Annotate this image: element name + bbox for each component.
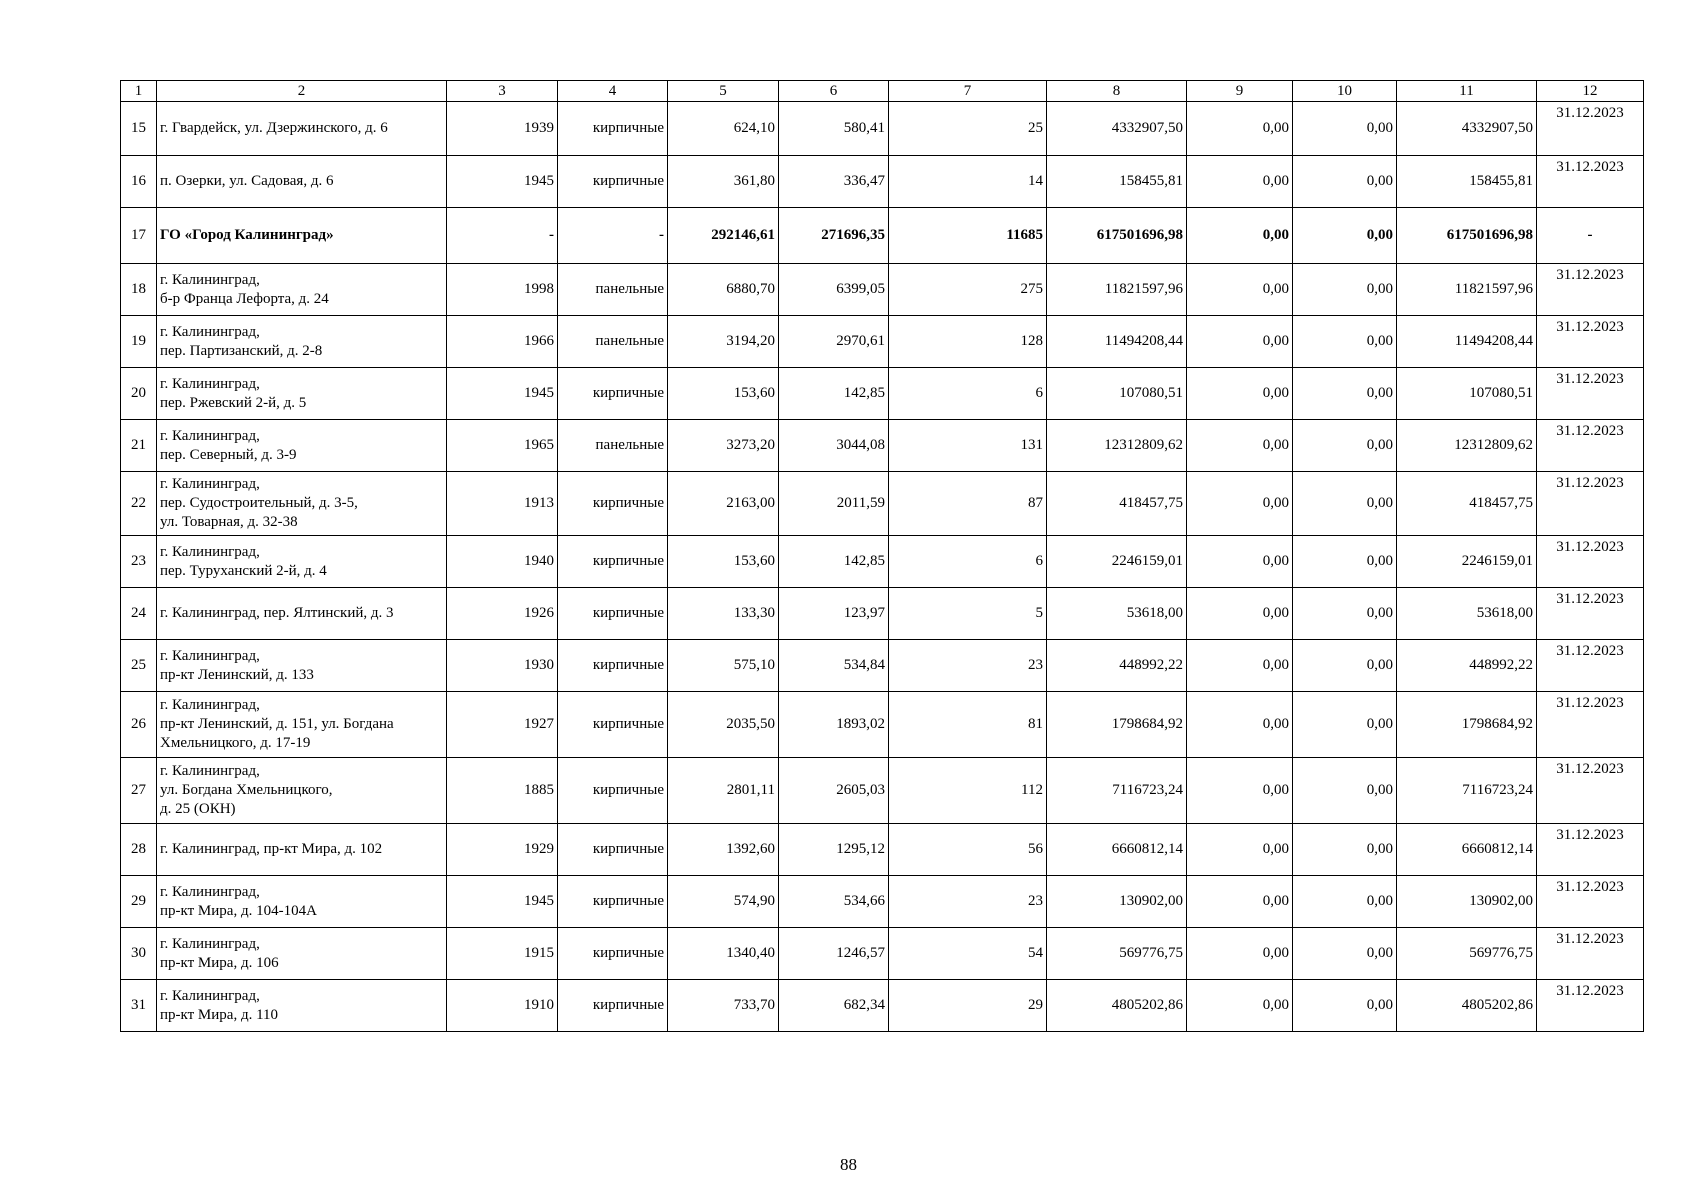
housing-register-table	[120, 80, 1644, 1032]
header-cell: 8	[1047, 81, 1187, 102]
row-number: 25	[121, 640, 157, 692]
value-cell-10: 0,00	[1293, 758, 1397, 824]
value-cell-9: 0,00	[1187, 980, 1293, 1032]
date-cell: 31.12.2023	[1537, 980, 1644, 1032]
address-cell: г. Калининград, пер. Партизанский, д. 2-8	[157, 316, 447, 368]
year-cell: -	[447, 208, 558, 264]
value-cell-11: 12312809,62	[1397, 420, 1537, 472]
value-cell-8: 1798684,92	[1047, 692, 1187, 758]
value-cell-6: 142,85	[779, 368, 889, 420]
header-cell: 2	[157, 81, 447, 102]
value-cell-9: 0,00	[1187, 472, 1293, 536]
value-cell-6: 123,97	[779, 588, 889, 640]
table-row	[121, 876, 1644, 928]
value-cell-9: 0,00	[1187, 640, 1293, 692]
value-cell-7: 25	[889, 102, 1047, 156]
row-number: 31	[121, 980, 157, 1032]
value-cell-9: 0,00	[1187, 316, 1293, 368]
row-number: 28	[121, 824, 157, 876]
year-cell: 1998	[447, 264, 558, 316]
address-cell: г. Гвардейск, ул. Дзержинского, д. 6	[157, 102, 447, 156]
row-number: 21	[121, 420, 157, 472]
value-cell-11: 11494208,44	[1397, 316, 1537, 368]
year-cell: 1940	[447, 536, 558, 588]
date-cell: 31.12.2023	[1537, 588, 1644, 640]
value-cell-9: 0,00	[1187, 928, 1293, 980]
date-cell: 31.12.2023	[1537, 692, 1644, 758]
value-cell-8: 158455,81	[1047, 156, 1187, 208]
row-number: 19	[121, 316, 157, 368]
header-cell: 3	[447, 81, 558, 102]
value-cell-7: 87	[889, 472, 1047, 536]
date-cell: 31.12.2023	[1537, 536, 1644, 588]
wall-material-cell: кирпичные	[558, 102, 668, 156]
value-cell-10: 0,00	[1293, 588, 1397, 640]
date-cell: 31.12.2023	[1537, 640, 1644, 692]
table-row	[121, 316, 1644, 368]
value-cell-7: 6	[889, 536, 1047, 588]
value-cell-10: 0,00	[1293, 824, 1397, 876]
table-row	[121, 640, 1644, 692]
value-cell-8: 418457,75	[1047, 472, 1187, 536]
value-cell-7: 14	[889, 156, 1047, 208]
table-row	[121, 420, 1644, 472]
date-cell: 31.12.2023	[1537, 156, 1644, 208]
header-cell: 7	[889, 81, 1047, 102]
value-cell-10: 0,00	[1293, 876, 1397, 928]
date-cell: 31.12.2023	[1537, 420, 1644, 472]
value-cell-6: 1295,12	[779, 824, 889, 876]
year-cell: 1966	[447, 316, 558, 368]
value-cell-7: 5	[889, 588, 1047, 640]
value-cell-9: 0,00	[1187, 876, 1293, 928]
value-cell-7: 81	[889, 692, 1047, 758]
value-cell-8: 7116723,24	[1047, 758, 1187, 824]
year-cell: 1885	[447, 758, 558, 824]
year-cell: 1930	[447, 640, 558, 692]
value-cell-9: 0,00	[1187, 368, 1293, 420]
value-cell-8: 6660812,14	[1047, 824, 1187, 876]
value-cell-5: 624,10	[668, 102, 779, 156]
page-number: 88	[840, 1155, 857, 1174]
value-cell-8: 11494208,44	[1047, 316, 1187, 368]
address-cell: г. Калининград, пер. Судостроительный, д. 3-5, ул. Товарная, д. 32-38	[157, 472, 447, 536]
address-cell: г. Калининград, пер. Ялтинский, д. 3	[157, 588, 447, 640]
value-cell-8: 448992,22	[1047, 640, 1187, 692]
date-cell: 31.12.2023	[1537, 758, 1644, 824]
row-number: 16	[121, 156, 157, 208]
value-cell-7: 275	[889, 264, 1047, 316]
address-cell: г. Калининград, пр-кт Ленинский, д. 133	[157, 640, 447, 692]
row-number: 24	[121, 588, 157, 640]
date-cell: 31.12.2023	[1537, 102, 1644, 156]
value-cell-5: 6880,70	[668, 264, 779, 316]
header-cell: 5	[668, 81, 779, 102]
wall-material-cell: кирпичные	[558, 758, 668, 824]
table-row	[121, 758, 1644, 824]
value-cell-6: 142,85	[779, 536, 889, 588]
address-cell: г. Калининград, пер. Ржевский 2-й, д. 5	[157, 368, 447, 420]
value-cell-10: 0,00	[1293, 264, 1397, 316]
table-row	[121, 928, 1644, 980]
row-number: 20	[121, 368, 157, 420]
table-row-total	[121, 208, 1644, 264]
value-cell-6: 2605,03	[779, 758, 889, 824]
header-cell: 12	[1537, 81, 1644, 102]
value-cell-8: 4805202,86	[1047, 980, 1187, 1032]
row-number: 17	[121, 208, 157, 264]
value-cell-7: 56	[889, 824, 1047, 876]
value-cell-8: 53618,00	[1047, 588, 1187, 640]
address-cell: г. Калининград, пр-кт Мира, д. 104-104А	[157, 876, 447, 928]
value-cell-8: 12312809,62	[1047, 420, 1187, 472]
value-cell-6: 3044,08	[779, 420, 889, 472]
wall-material-cell: кирпичные	[558, 640, 668, 692]
table-row	[121, 824, 1644, 876]
year-cell: 1927	[447, 692, 558, 758]
wall-material-cell: панельные	[558, 316, 668, 368]
year-cell: 1945	[447, 156, 558, 208]
value-cell-7: 6	[889, 368, 1047, 420]
address-cell: ГО «Город Калининград»	[157, 208, 447, 264]
table-row	[121, 156, 1644, 208]
value-cell-7: 11685	[889, 208, 1047, 264]
value-cell-9: 0,00	[1187, 758, 1293, 824]
value-cell-6: 2011,59	[779, 472, 889, 536]
date-cell: 31.12.2023	[1537, 472, 1644, 536]
value-cell-8: 107080,51	[1047, 368, 1187, 420]
date-cell: 31.12.2023	[1537, 876, 1644, 928]
address-cell: г. Калининград, пер. Северный, д. 3-9	[157, 420, 447, 472]
row-number: 18	[121, 264, 157, 316]
header-cell: 4	[558, 81, 668, 102]
wall-material-cell: панельные	[558, 420, 668, 472]
value-cell-6: 534,84	[779, 640, 889, 692]
value-cell-7: 23	[889, 640, 1047, 692]
value-cell-9: 0,00	[1187, 420, 1293, 472]
value-cell-5: 574,90	[668, 876, 779, 928]
value-cell-9: 0,00	[1187, 824, 1293, 876]
value-cell-6: 336,47	[779, 156, 889, 208]
value-cell-8: 4332907,50	[1047, 102, 1187, 156]
value-cell-10: 0,00	[1293, 368, 1397, 420]
address-cell: г. Калининград, ул. Богдана Хмельницкого, д. 25 (ОКН)	[157, 758, 447, 824]
value-cell-9: 0,00	[1187, 156, 1293, 208]
value-cell-7: 23	[889, 876, 1047, 928]
address-cell: г. Калининград, пр-кт Мира, д. 106	[157, 928, 447, 980]
value-cell-7: 29	[889, 980, 1047, 1032]
table-row	[121, 588, 1644, 640]
value-cell-7: 112	[889, 758, 1047, 824]
row-number: 27	[121, 758, 157, 824]
year-cell: 1945	[447, 368, 558, 420]
value-cell-10: 0,00	[1293, 928, 1397, 980]
year-cell: 1913	[447, 472, 558, 536]
value-cell-5: 3273,20	[668, 420, 779, 472]
value-cell-11: 4332907,50	[1397, 102, 1537, 156]
value-cell-5: 361,80	[668, 156, 779, 208]
value-cell-7: 128	[889, 316, 1047, 368]
row-number: 30	[121, 928, 157, 980]
table-row	[121, 102, 1644, 156]
wall-material-cell: кирпичные	[558, 876, 668, 928]
value-cell-7: 131	[889, 420, 1047, 472]
value-cell-10: 0,00	[1293, 420, 1397, 472]
wall-material-cell: кирпичные	[558, 472, 668, 536]
header-cell: 10	[1293, 81, 1397, 102]
address-cell: г. Калининград, пр-кт Ленинский, д. 151, ул. Богдана Хмельницкого, д. 17-19	[157, 692, 447, 758]
value-cell-6: 6399,05	[779, 264, 889, 316]
value-cell-9: 0,00	[1187, 264, 1293, 316]
value-cell-10: 0,00	[1293, 472, 1397, 536]
value-cell-8: 2246159,01	[1047, 536, 1187, 588]
date-cell: 31.12.2023	[1537, 316, 1644, 368]
value-cell-11: 107080,51	[1397, 368, 1537, 420]
table-row	[121, 536, 1644, 588]
value-cell-9: 0,00	[1187, 208, 1293, 264]
value-cell-11: 617501696,98	[1397, 208, 1537, 264]
value-cell-10: 0,00	[1293, 692, 1397, 758]
value-cell-11: 4805202,86	[1397, 980, 1537, 1032]
wall-material-cell: кирпичные	[558, 588, 668, 640]
year-cell: 1926	[447, 588, 558, 640]
table-row	[121, 980, 1644, 1032]
value-cell-5: 1340,40	[668, 928, 779, 980]
value-cell-6: 1246,57	[779, 928, 889, 980]
value-cell-7: 54	[889, 928, 1047, 980]
table-row	[121, 264, 1644, 316]
value-cell-8: 11821597,96	[1047, 264, 1187, 316]
wall-material-cell: панельные	[558, 264, 668, 316]
value-cell-10: 0,00	[1293, 316, 1397, 368]
wall-material-cell: кирпичные	[558, 156, 668, 208]
value-cell-6: 271696,35	[779, 208, 889, 264]
value-cell-5: 133,30	[668, 588, 779, 640]
value-cell-8: 130902,00	[1047, 876, 1187, 928]
value-cell-5: 153,60	[668, 536, 779, 588]
year-cell: 1929	[447, 824, 558, 876]
row-number: 26	[121, 692, 157, 758]
table-row	[121, 368, 1644, 420]
value-cell-11: 2246159,01	[1397, 536, 1537, 588]
value-cell-6: 2970,61	[779, 316, 889, 368]
header-cell: 6	[779, 81, 889, 102]
value-cell-11: 6660812,14	[1397, 824, 1537, 876]
value-cell-6: 1893,02	[779, 692, 889, 758]
year-cell: 1915	[447, 928, 558, 980]
value-cell-11: 569776,75	[1397, 928, 1537, 980]
value-cell-5: 2163,00	[668, 472, 779, 536]
value-cell-6: 580,41	[779, 102, 889, 156]
wall-material-cell: кирпичные	[558, 692, 668, 758]
year-cell: 1939	[447, 102, 558, 156]
table-row	[121, 472, 1644, 536]
value-cell-11: 418457,75	[1397, 472, 1537, 536]
value-cell-5: 733,70	[668, 980, 779, 1032]
value-cell-8: 569776,75	[1047, 928, 1187, 980]
value-cell-11: 130902,00	[1397, 876, 1537, 928]
date-cell: 31.12.2023	[1537, 928, 1644, 980]
value-cell-5: 2801,11	[668, 758, 779, 824]
value-cell-11: 7116723,24	[1397, 758, 1537, 824]
value-cell-6: 682,34	[779, 980, 889, 1032]
value-cell-11: 448992,22	[1397, 640, 1537, 692]
header-cell: 11	[1397, 81, 1537, 102]
wall-material-cell: кирпичные	[558, 980, 668, 1032]
value-cell-11: 53618,00	[1397, 588, 1537, 640]
row-number: 22	[121, 472, 157, 536]
address-cell: г. Калининград, пер. Туруханский 2-й, д. 4	[157, 536, 447, 588]
date-cell: 31.12.2023	[1537, 264, 1644, 316]
value-cell-5: 575,10	[668, 640, 779, 692]
value-cell-5: 1392,60	[668, 824, 779, 876]
value-cell-10: 0,00	[1293, 208, 1397, 264]
value-cell-5: 153,60	[668, 368, 779, 420]
address-cell: г. Калининград, пр-кт Мира, д. 110	[157, 980, 447, 1032]
value-cell-9: 0,00	[1187, 692, 1293, 758]
date-cell: -	[1537, 208, 1644, 264]
row-number: 23	[121, 536, 157, 588]
row-number: 15	[121, 102, 157, 156]
date-cell: 31.12.2023	[1537, 824, 1644, 876]
value-cell-10: 0,00	[1293, 980, 1397, 1032]
wall-material-cell: кирпичные	[558, 368, 668, 420]
table-row	[121, 692, 1644, 758]
value-cell-5: 2035,50	[668, 692, 779, 758]
header-cell: 1	[121, 81, 157, 102]
year-cell: 1945	[447, 876, 558, 928]
value-cell-10: 0,00	[1293, 536, 1397, 588]
address-cell: г. Калининград, б-р Франца Лефорта, д. 24	[157, 264, 447, 316]
value-cell-5: 3194,20	[668, 316, 779, 368]
wall-material-cell: -	[558, 208, 668, 264]
address-cell: г. Калининград, пр-кт Мира, д. 102	[157, 824, 447, 876]
value-cell-11: 11821597,96	[1397, 264, 1537, 316]
wall-material-cell: кирпичные	[558, 824, 668, 876]
value-cell-5: 292146,61	[668, 208, 779, 264]
value-cell-9: 0,00	[1187, 536, 1293, 588]
wall-material-cell: кирпичные	[558, 536, 668, 588]
row-number: 29	[121, 876, 157, 928]
value-cell-10: 0,00	[1293, 640, 1397, 692]
value-cell-10: 0,00	[1293, 102, 1397, 156]
date-cell: 31.12.2023	[1537, 368, 1644, 420]
year-cell: 1965	[447, 420, 558, 472]
value-cell-11: 1798684,92	[1397, 692, 1537, 758]
value-cell-8: 617501696,98	[1047, 208, 1187, 264]
value-cell-9: 0,00	[1187, 102, 1293, 156]
wall-material-cell: кирпичные	[558, 928, 668, 980]
value-cell-11: 158455,81	[1397, 156, 1537, 208]
header-cell: 9	[1187, 81, 1293, 102]
address-cell: п. Озерки, ул. Садовая, д. 6	[157, 156, 447, 208]
value-cell-10: 0,00	[1293, 156, 1397, 208]
value-cell-9: 0,00	[1187, 588, 1293, 640]
value-cell-6: 534,66	[779, 876, 889, 928]
column-number-header	[121, 81, 1644, 102]
year-cell: 1910	[447, 980, 558, 1032]
